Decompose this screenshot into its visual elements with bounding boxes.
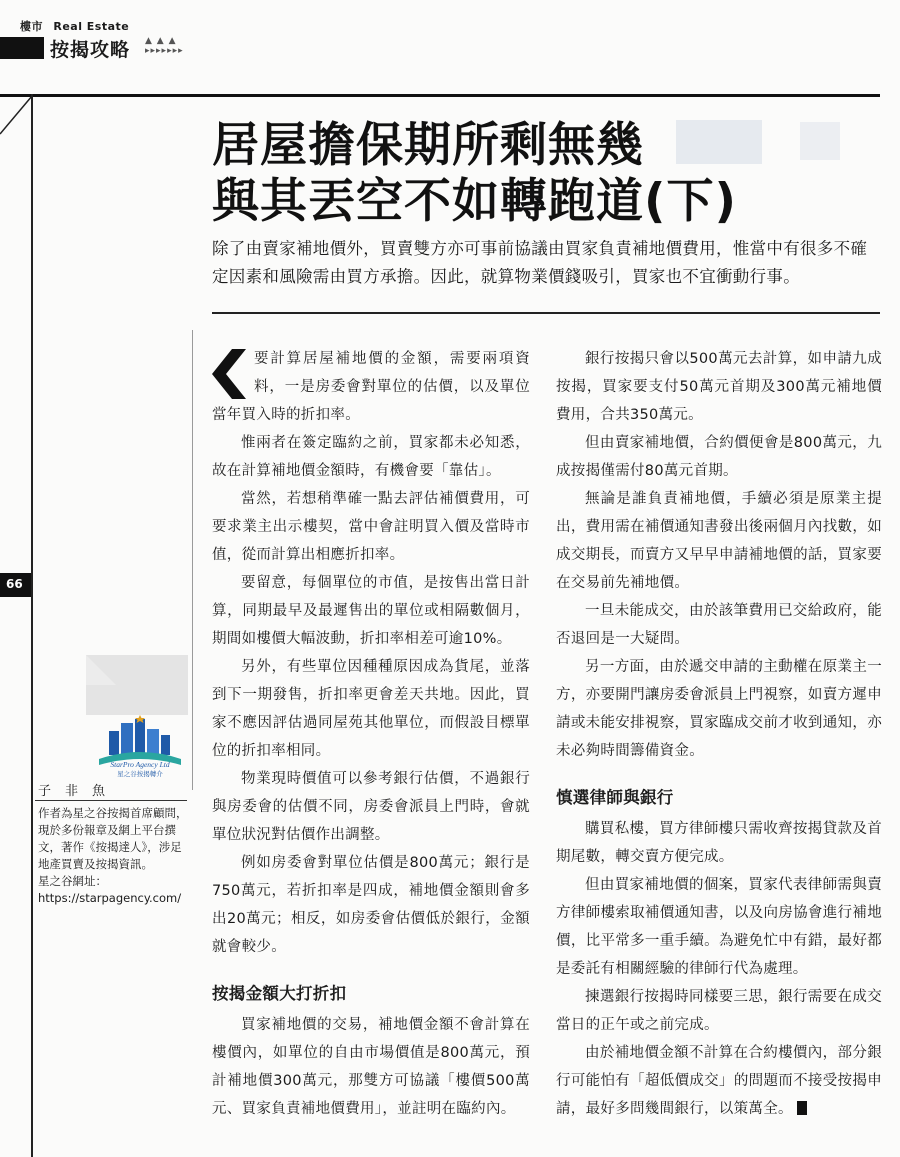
paragraph: 一旦未能成交，由於該筆費用已交給政府，能否退回是一大疑問。 — [556, 603, 882, 647]
corner-diagonal — [0, 94, 60, 154]
lede-rule — [212, 312, 880, 314]
logo-name-cn: 星之谷按揭轉介 — [117, 770, 163, 778]
paragraph: 銀行按揭只會以500萬元去計算，如申請九成按揭，買家要支付50萬元首期及300萬元補地價費用，合共350萬元。 — [556, 351, 882, 423]
top-rule — [0, 94, 880, 97]
sidebar-house-roof — [86, 655, 116, 685]
paragraph: 無論是誰負責補地價，手續必須是原業主提出，費用需在補價通知書發出後兩個月內找數，如成交期長，而賣方又早早申請補地價的話，買家要在交易前先補地價。 — [556, 491, 882, 591]
paragraph: 購買私樓，買方律師樓只需收齊按揭貸款及首期尾數，轉交賣方便完成。 — [556, 821, 882, 865]
subheading: 按揭金額大打折扣 — [212, 984, 347, 1003]
paragraph: 買家補地價的交易，補地價金額不會計算在樓價內，如單位的自由市場價值是800萬元，預計補地價300萬元，那雙方可協議「樓價500萬元、買家負責補地價費用」，並註明在臨約內。 — [212, 1017, 530, 1117]
ghost-print-square — [800, 122, 840, 160]
paragraph: 但由賣家補地價，合約價便會是800萬元，九成按揭僅需付80萬元首期。 — [556, 435, 882, 479]
article-column-1 — [212, 345, 530, 1123]
paragraph: 要留意，每個單位的市值，是按售出當日計算，同期最早及最遲售出的單位或相隔數個月，期間如樓價大幅波動，折扣率相差可逾10%。 — [212, 575, 530, 647]
title-line-1: 居屋擔保期所剩無幾 — [212, 118, 644, 173]
author-name: 子非魚 — [38, 784, 120, 799]
article-lede: 除了由賣家補地價外，買賣雙方亦可事前協議由買家負責補地價費用，惟當中有很多不確定因素和風險需由買方承擔。因此，就算物業價錢吸引，買家也不宜衝動行事。 — [212, 239, 868, 286]
decorative-arrows-icon: ▲ ▲ ▲ ▸▸▸▸▸▸▸ — [145, 36, 184, 56]
logo-name: StarPro Agency Ltd — [110, 760, 170, 769]
section-bar — [0, 37, 44, 59]
paragraph: 當然，若想稍準確一點去評估補價費用，可要求業主出示樓契，當中會註明買入價及當時市值，從而計算出相應折扣率。 — [212, 491, 530, 563]
page-number: 66 — [6, 577, 23, 591]
author-site-url[interactable]: https://starpagency.com/ — [38, 891, 182, 905]
paragraph: 物業現時價值可以參考銀行估價，不過銀行與房委會的估價不同，房委會派員上門時，會就單位狀況對估價作出調整。 — [212, 771, 530, 843]
article-column-2 — [556, 345, 882, 1123]
paragraph: 要計算居屋補地價的金額，需要兩項資料，一是房委會對單位的估價，以及單位當年買入時的折扣率。 — [212, 351, 530, 423]
article-title — [212, 118, 737, 230]
title-line-2: 與其丟空不如轉跑道(下) — [212, 174, 737, 229]
author-rule — [35, 800, 187, 801]
final-paragraph-text: 由於補地價金額不計算在合約樓價內，部分銀行可能怕有「超低價成交」的問題而不接受按揭申請，最好多問幾間銀行，以策萬全。 — [556, 1045, 882, 1117]
paragraph: 另外，有些單位因種種原因成為貨尾，並落到下一期發售，折扣率更會差天共地。因此，買家不應因評估過同屋苑其他單位，而假設目標單位的折扣率相同。 — [212, 659, 530, 759]
paragraph: 但由買家補地價的個案，買家代表律師需與賣方律師樓索取補價通知書，以及向房協會進行補地價，比平常多一重手續。為避免忙中有錯，最好都是委託有相關經驗的律師行代為處理。 — [556, 877, 882, 977]
paragraph: 揀選銀行按揭時同樣要三思，銀行需要在成交當日的正午或之前完成。 — [556, 989, 882, 1033]
author-bio-block — [38, 805, 188, 907]
header-category — [20, 18, 135, 34]
author-bio: 作者為星之谷按揭首席顧問，現於多份報章及網上平台撰文，著作《按揭達人》，涉足地產買賣及按揭資訊。 — [38, 806, 188, 871]
paragraph: 惟兩者在簽定臨約之前，買家都未必知悉，故在計算補地價金額時，有機會要「靠估」。 — [212, 435, 530, 479]
paragraph — [556, 1039, 882, 1123]
left-vertical-rule — [31, 94, 33, 1157]
chevron-left-icon — [212, 349, 248, 399]
section-title: 按揭攻略 — [50, 39, 131, 61]
sidebar-separator — [192, 330, 193, 790]
paragraph: 另一方面，由於遞交申請的主動權在原業主一方，亦要開門讓房委會派員上門視察，如賣方遲申請或未能安排視察，買家臨成交前才收到通知，亦未必夠時間籌備資金。 — [556, 659, 882, 759]
end-mark-icon — [797, 1101, 807, 1115]
category-cn: 樓市 — [20, 20, 43, 33]
subheading: 慎選律師與銀行 — [556, 788, 674, 807]
company-logo — [95, 715, 185, 779]
paragraph: 例如房委會對單位估價是800萬元；銀行是750萬元，若折扣率是四成，補地價金額則會多出20萬元；相反，如房委會估價低於銀行，金額就會較少。 — [212, 855, 530, 955]
category-en: Real Estate — [53, 20, 130, 33]
author-site-label: 星之谷網址： — [38, 874, 107, 888]
